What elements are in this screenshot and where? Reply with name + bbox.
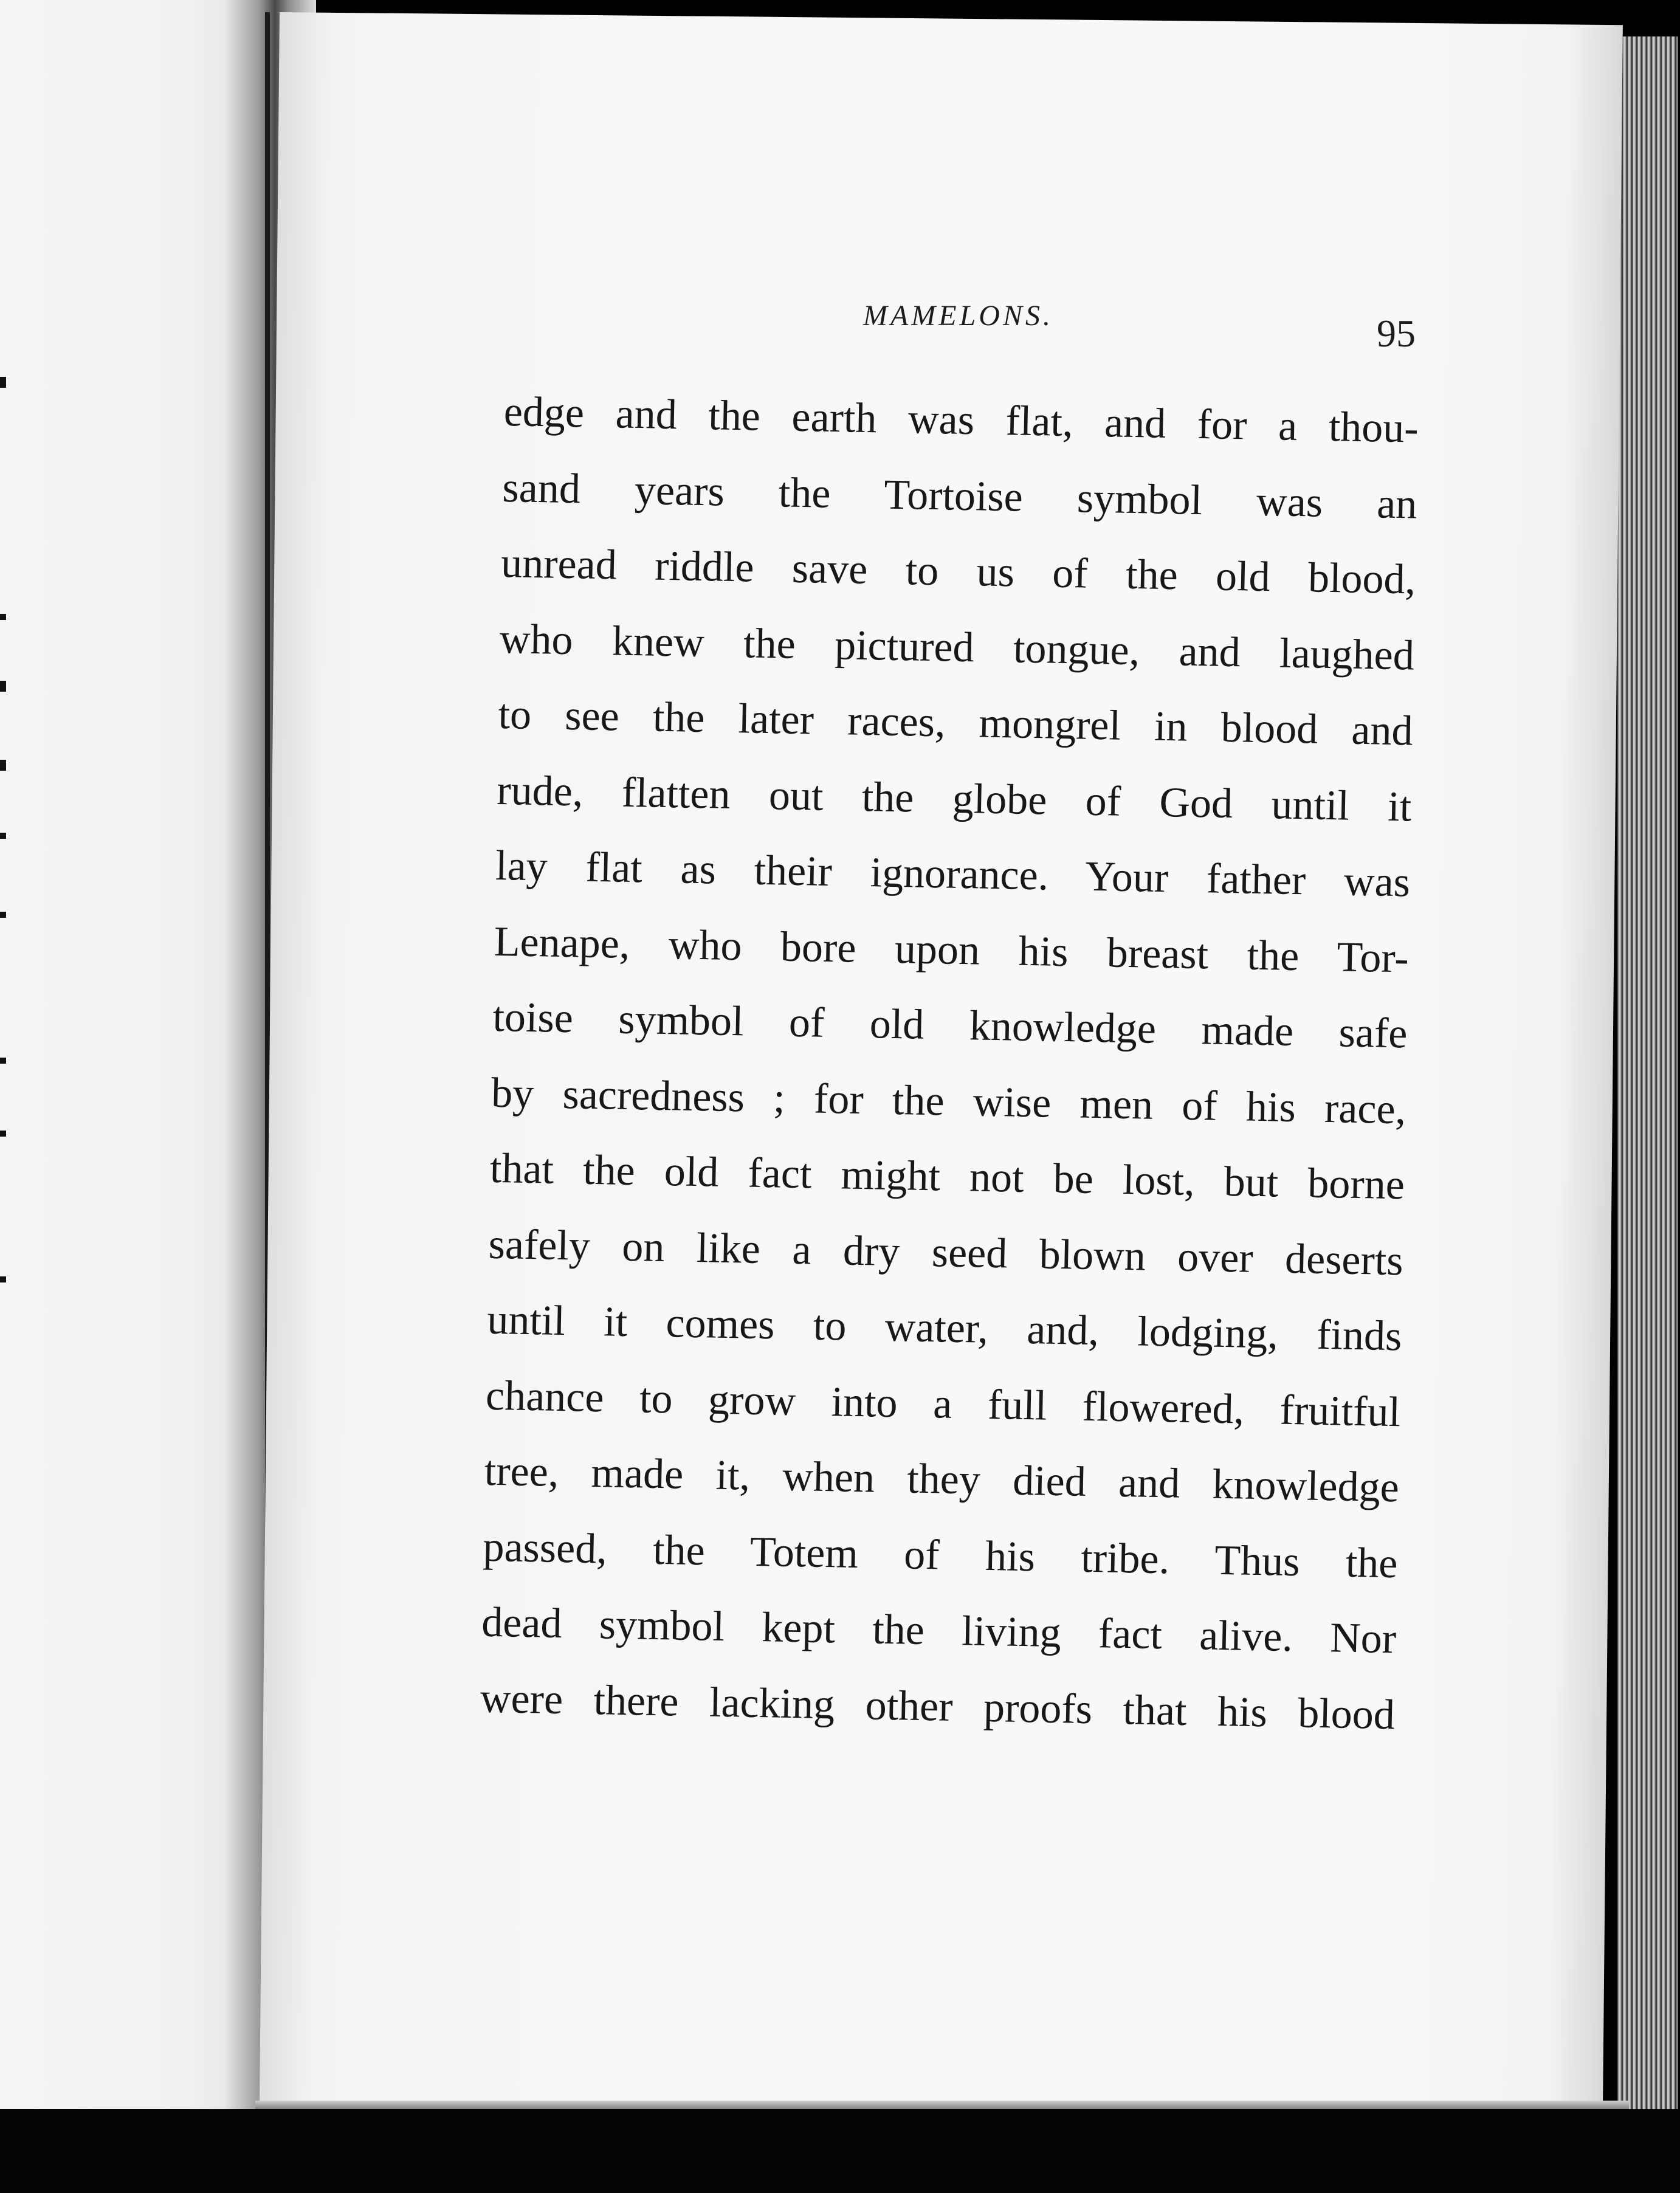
text-line: were there lacking other proofs that his blood — [480, 1675, 1396, 1738]
text-line: sand years the Tortoise symbol was an — [501, 464, 1418, 528]
bottom-board — [0, 2109, 1680, 2193]
edge-mark — [0, 760, 6, 771]
text-line: Lenape, who bore upon his breast the Tor- — [494, 918, 1410, 982]
text-line: to see the later races, mongrel in blood and — [498, 690, 1414, 755]
edge-mark — [0, 614, 6, 620]
text-line: unread riddle save to us of the old blood, — [500, 539, 1416, 604]
text-line: by sacredness ; for the wise men of his race, — [491, 1069, 1406, 1133]
text-line: who knew the pictured tongue, and laughed — [499, 615, 1415, 679]
edge-mark — [0, 1058, 6, 1064]
text-line: that the old fact might not be lost, but borne — [489, 1145, 1405, 1209]
text-line: tree, made it, when they died and knowledge — [484, 1447, 1400, 1512]
text-line: toise symbol of old knowledge made safe — [492, 993, 1408, 1058]
text-line: chance to grow into a full flowered, fruitful — [485, 1372, 1401, 1436]
edge-mark — [0, 833, 6, 839]
running-head: MAMELONS. — [863, 300, 1053, 332]
edge-mark — [0, 1276, 6, 1282]
text-line: passed, the Totem of his tribe. Thus the — [482, 1523, 1399, 1587]
edge-mark — [0, 1131, 6, 1137]
page-number: 95 — [1377, 312, 1416, 355]
text-line: rude, flatten out the globe of God until it — [496, 766, 1412, 830]
text-line: safely on like a dry seed blown over deserts — [488, 1220, 1404, 1284]
edge-mark — [0, 681, 6, 692]
text-line: lay flat as their ignorance. Your father was — [495, 842, 1411, 906]
text-line: dead symbol kept the living fact alive. Nor — [481, 1599, 1397, 1663]
edge-mark — [0, 912, 6, 918]
edge-mark — [0, 377, 6, 388]
page-edges-stack — [1617, 36, 1678, 2152]
body-text — [480, 374, 1419, 1753]
text-line: until it comes to water, and, lodging, finds — [486, 1296, 1402, 1360]
text-line: edge and the earth was flat, and for a thou- — [503, 388, 1419, 452]
